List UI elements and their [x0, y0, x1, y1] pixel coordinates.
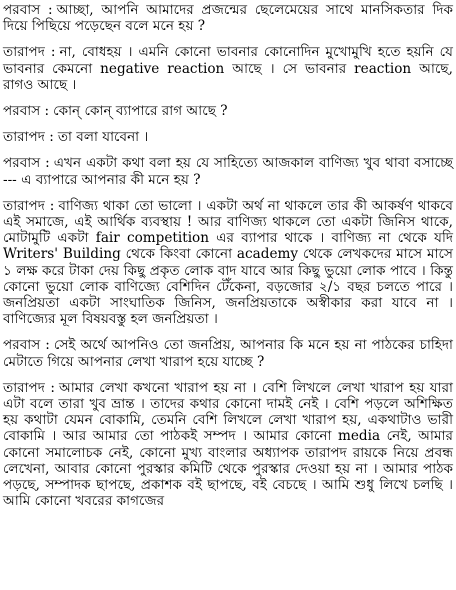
speaker-label: তারাপদ : — [3, 129, 54, 146]
paragraph-text: কোন্ কোন্ ব্যাপারে রাগ আছে ? — [53, 103, 228, 120]
paragraph-a1 — [3, 44, 453, 93]
paragraph-text: বাণিজ্য থাকা তো ভালো । একটা অর্থ না থাকলে তার কী আকর্ষণ থাকবে এই সমাজে, এই আর্থিক ব্যবস্থায় ! আর বাণিজ্য থাকলে তো একটা জিনিস থাকে, মোটামুটি একটা fair competition এর ব্যাপার থাকে । বাণিজ্য না থেকে যদি Writers' Building থেকে কিংবা কোনো academy থেকে লেখকদের মাসে মাসে ১ লক্ষ করে টাকা দেয় কিছু প্রকৃত লোক বাদ যাবে আর কিছু ভুয়ো লোক পাবে । কিন্তু কোনো ভুয়ো লোক বাণিজ্যে বেশিদিন টেঁকেনা, বড়জোর ২/১ বছর চলতে পারে । জনপ্রিয়তা একটা সাংঘাতিক জিনিস, জনপ্রিয়তাকে অস্বীকার করা যাবে না । বাণিজ্যের মূল বিষয়বস্তু হল জনপ্রিয়তা । — [3, 197, 453, 328]
paragraph-a3 — [3, 198, 453, 328]
speaker-label: তারাপদ : — [3, 197, 55, 214]
paragraph-q1 — [3, 2, 453, 34]
speaker-label: তারাপদ : — [3, 379, 55, 396]
speaker-label: তারাপদ : — [3, 44, 56, 61]
paragraph-q2 — [3, 103, 453, 119]
paragraph-text: এখন একটা কথা বলা হয় যে সাহিত্যে আজকাল বাণিজ্য খুব থাবা বসাচ্ছে --- এ ব্যাপারে আপনার কী মনে হয় ? — [3, 155, 454, 188]
paragraph-q3 — [3, 155, 453, 187]
paragraph-text: না, বোধহয় । এমনি কোনো ভাবনার কোনোদিন মুখোমুখি হতে হয়নি যে ভাবনার কেমনো negative reaction আছে । সে ভাবনার reaction আছে, রাগও আছে । — [3, 44, 453, 93]
speaker-label: পরবাস : — [3, 337, 50, 354]
paragraph-text: আচ্ছা, আপনি আমাদের প্রজন্মের ছেলেমেয়ের সাথে মানসিকতার দিক দিয়ে পিছিয়ে পড়েছেন বলে মনে হয় ? — [3, 2, 453, 35]
speaker-label: পরবাস : — [3, 155, 50, 172]
paragraph-q4 — [3, 337, 453, 369]
speaker-label: পরবাস : — [3, 2, 53, 18]
speaker-label: পরবাস : — [3, 103, 50, 120]
paragraph-a4 — [3, 380, 453, 510]
paragraph-text: তা বলা যাবেনা । — [57, 129, 149, 146]
paragraph-a2 — [3, 129, 453, 145]
paragraph-text: সেই অর্থে আপনিও তো জনপ্রিয়, আপনার কি মনে হয় না পাঠকের চাহিদা মেটাতে গিয়ে আপনার লেখা খারাপ হয়ে যাচ্ছে ? — [3, 337, 453, 370]
paragraph-text: আমার লেখা কখনো খারাপ হয় না । বেশি লিখলে লেখা খারাপ হয় যারা এটা বলে তারা খুব ভ্রান্ত । তাদের কথার কোনো দামই নেই । বেশি পড়লে অশিক্ষিত হয় কথাটা যেমন বোকামি, তেমনি বেশি লিখলে লেখা খারাপ হয়, একথাটাও ভারী বোকামি । আর আমার তো পাঠকই সম্পদ । আমার কোনো media নেই, আমার কোনো সমালোচক নেই, কোনো মুখ্য বাংলার অধ্যাপক তারাপদ রায়কে নিয়ে প্রবন্ধ লেখেনা, আবার কোনো পুরস্কার কমিটি থেকে পুরস্কার দেওয়া হয় না । আমার পাঠক পড়ছে, সম্পাদক ছাপছে, প্রকাশক বই ছাপছে, বই বেচছে । আমি শুধু লিখে চলছি । আমি কোনো খবরের কাগজের — [3, 379, 453, 510]
